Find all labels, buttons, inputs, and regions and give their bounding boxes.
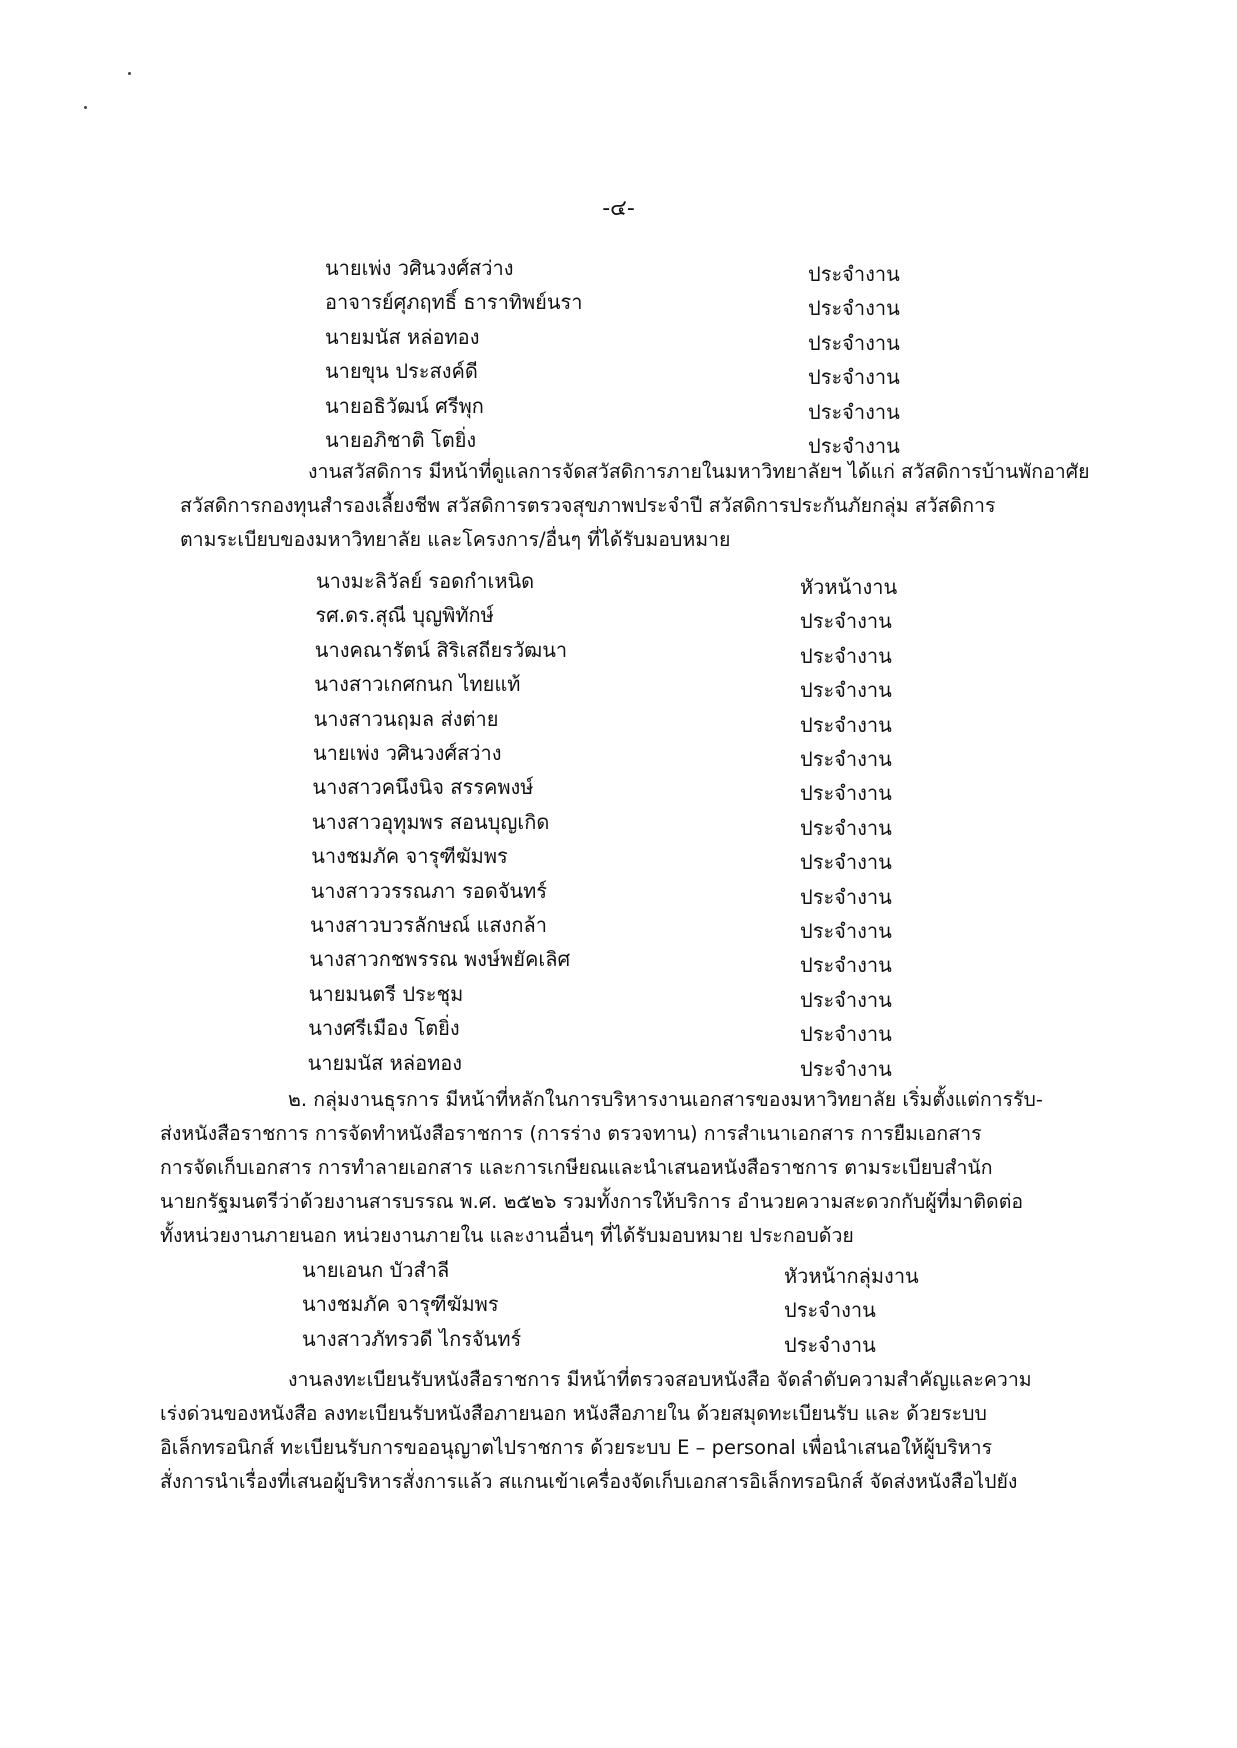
staff-row — [0, 979, 1237, 1012]
staff-name: นางศรีเมือง โตยิ่ง — [308, 1016, 460, 1041]
staff-role: ประจำงาน — [800, 1022, 892, 1047]
staff-name: อาจารย์ศุภฤทธิ์ ธาราทิพย์นรา — [325, 290, 583, 315]
staff-role: ประจำงาน — [800, 781, 892, 806]
staff-row — [0, 1289, 1237, 1323]
staff-role: ประจำงาน — [800, 1056, 892, 1081]
scan-speck — [128, 72, 131, 75]
welfare-paragraph — [180, 455, 1090, 557]
staff-name: นายมนัส หล่อทอง — [325, 324, 480, 349]
staff-row — [0, 738, 1237, 771]
staff-role: ประจำงาน — [800, 678, 892, 703]
admin-paragraph — [160, 1083, 1043, 1253]
staff-role: ประจำงาน — [784, 1332, 876, 1357]
staff-row — [0, 876, 1237, 909]
staff-name: นางชมภัค จารุฑีฆัมพร — [302, 1292, 499, 1317]
staff-row — [0, 669, 1237, 703]
paragraph-line: งานลงทะเบียนรับหนังสือราชการ มีหน้าที่ตรวจสอบหนังสือ จัดลำดับความสำคัญและความ — [288, 1368, 1032, 1391]
staff-name: นางสาวคนึงนิจ สรรคพงษ์ — [312, 775, 534, 800]
staff-role: ประจำงาน — [800, 712, 892, 737]
staff-row — [0, 253, 1237, 286]
staff-role: ประจำงาน — [808, 434, 900, 458]
staff-row — [0, 600, 1237, 634]
paragraph-line: การจัดเก็บเอกสาร การทำลายเอกสาร และการเกษียณและนำเสนอหนังสือราชการ ตามระเบียบสำนัก — [160, 1156, 993, 1179]
staff-name: นายอธิวัฒน์ ศรีพุก — [325, 393, 484, 418]
staff-role: ประจำงาน — [808, 296, 900, 321]
staff-row — [0, 566, 1237, 599]
staff-role: ประจำงาน — [800, 919, 892, 943]
staff-name: นายเอนก บัวสำลี — [302, 1258, 450, 1282]
staff-row — [0, 635, 1237, 668]
staff-row — [0, 322, 1237, 355]
staff-name: นางสาวนฤมล ส่งต่าย — [313, 706, 499, 731]
staff-name: นางสาวภัทรวดี ไกรจันทร์ — [302, 1326, 522, 1351]
staff-name: นางสาววรรณภา รอดจันทร์ — [310, 878, 548, 903]
staff-role: ประจำงาน — [800, 609, 892, 634]
staff-role: หัวหน้ากลุ่มงาน — [784, 1264, 919, 1288]
staff-role: ประจำงาน — [800, 850, 892, 875]
staff-role: ประจำงาน — [784, 1298, 876, 1323]
staff-name: นายขุน ประสงค์ดี — [325, 359, 478, 384]
staff-name: นายมนัส หล่อทอง — [307, 1050, 463, 1075]
staff-row — [0, 1255, 1237, 1288]
staff-name: นางสาวกชพรรณ พงษ์พยัคเลิศ — [309, 947, 571, 972]
staff-name: นางชมภัค จารุฑีฆัมพร — [311, 844, 508, 869]
staff-role: ประจำงาน — [800, 884, 892, 909]
paragraph-line: สั่งการนำเรื่องที่เสนอผู้บริหารสั่งการแล้ว สแกนเข้าเครื่องจัดเก็บเอกสารอิเล็กทรอนิกส์ จัดส่งหนังสือไปยัง — [160, 1470, 1018, 1493]
staff-role: ประจำงาน — [808, 262, 900, 286]
staff-row — [0, 1013, 1237, 1047]
staff-name: นายเพ่ง วศินวงศ์สว่าง — [313, 741, 502, 765]
staff-role: ประจำงาน — [808, 399, 900, 424]
staff-name: รศ.ดร.สุณี บุญพิทักษ์ — [315, 603, 494, 628]
staff-row — [0, 356, 1237, 390]
paragraph-line: เร่งด่วนของหนังสือ ลงทะเบียนรับหนังสือภายนอก หนังสือภายใน ด้วยสมุดทะเบียนรับ และ ด้วยระบบ — [160, 1402, 987, 1425]
paragraph-line: งานสวัสดิการ มีหน้าที่ดูแลการจัดสวัสดิการภายในมหาวิทยาลัยฯ ได้แก่ สวัสดิการบ้านพักอาศัย — [308, 460, 1090, 483]
staff-row — [0, 391, 1237, 424]
paragraph-line: อิเล็กทรอนิกส์ ทะเบียนรับการขออนุญาตไปราชการ ด้วยระบบ E – personal เพื่อนำเสนอให้ผู้บริหาร — [160, 1436, 993, 1459]
staff-role: ประจำงาน — [800, 953, 892, 978]
staff-name: นางสาวอุทุมพร สอนบุญเกิด — [311, 809, 550, 834]
scan-speck — [84, 106, 87, 109]
paragraph-line: ตามระเบียบของมหาวิทยาลัย และโครงการ/อื่นๆ ที่ได้รับมอบหมาย — [180, 528, 731, 551]
staff-row — [0, 425, 1237, 458]
staff-row — [0, 1324, 1237, 1357]
staff-name: นางคณารัตน์ สิริเสถียรวัฒนา — [314, 637, 568, 662]
paragraph-line: ส่งหนังสือราชการ การจัดทำหนังสือราชการ (การร่าง ตรวจทาน) การสำเนาเอกสาร การยืมเอกสาร — [160, 1122, 982, 1145]
staff-role: ประจำงาน — [800, 987, 892, 1012]
staff-name: นางสาวเกศกนก ไทยแท้ — [314, 672, 521, 697]
staff-row — [0, 772, 1237, 806]
page-number: -๔- — [602, 196, 635, 221]
staff-role: ประจำงาน — [808, 365, 900, 390]
paragraph-line: สวัสดิการกองทุนสำรองเลี้ยงชีพ สวัสดิการตรวจสุขภาพประจำปี สวัสดิการประกันภัยกลุ่ม สวัสดิการ — [180, 494, 996, 517]
paragraph-line: ๒. กลุ่มงานธุรการ มีหน้าที่หลักในการบริหารงานเอกสารของมหาวิทยาลัย เริ่มตั้งแต่การรับ- — [288, 1088, 1043, 1111]
paragraph-line: ทั้งหน่วยงานภายนอก หน่วยงานภายใน และงานอื่นๆ ที่ได้รับมอบหมาย ประกอบด้วย — [160, 1224, 854, 1247]
staff-name: นางสาวบวรลักษณ์ แสงกล้า — [310, 913, 547, 937]
staff-row — [0, 841, 1237, 875]
staff-row — [0, 1048, 1237, 1081]
staff-role: ประจำงาน — [800, 643, 892, 668]
staff-row — [0, 910, 1237, 943]
staff-role: ประจำงาน — [808, 330, 900, 355]
staff-role: หัวหน้างาน — [800, 575, 898, 599]
staff-name: นายมนตรี ประชุม — [308, 981, 464, 1006]
staff-row — [0, 704, 1237, 737]
staff-row — [0, 807, 1237, 840]
staff-row — [0, 287, 1237, 321]
paragraph-line: นายกรัฐมนตรีว่าด้วยงานสารบรรณ พ.ศ. ๒๕๒๖ รวมทั้งการให้บริการ อำนวยความสะดวกกับผู้ที่มาติดต่อ — [160, 1190, 1024, 1213]
staff-role: ประจำงาน — [800, 747, 892, 771]
staff-name: นางมะลิวัลย์ รอดกำเหนิด — [316, 569, 535, 593]
registry-paragraph — [160, 1363, 1032, 1499]
staff-name: นายเพ่ง วศินวงศ์สว่าง — [325, 256, 514, 280]
staff-name: นายอภิชาติ โตยิ่ง — [325, 428, 477, 452]
staff-role: ประจำงาน — [800, 815, 892, 840]
staff-row — [0, 944, 1237, 978]
